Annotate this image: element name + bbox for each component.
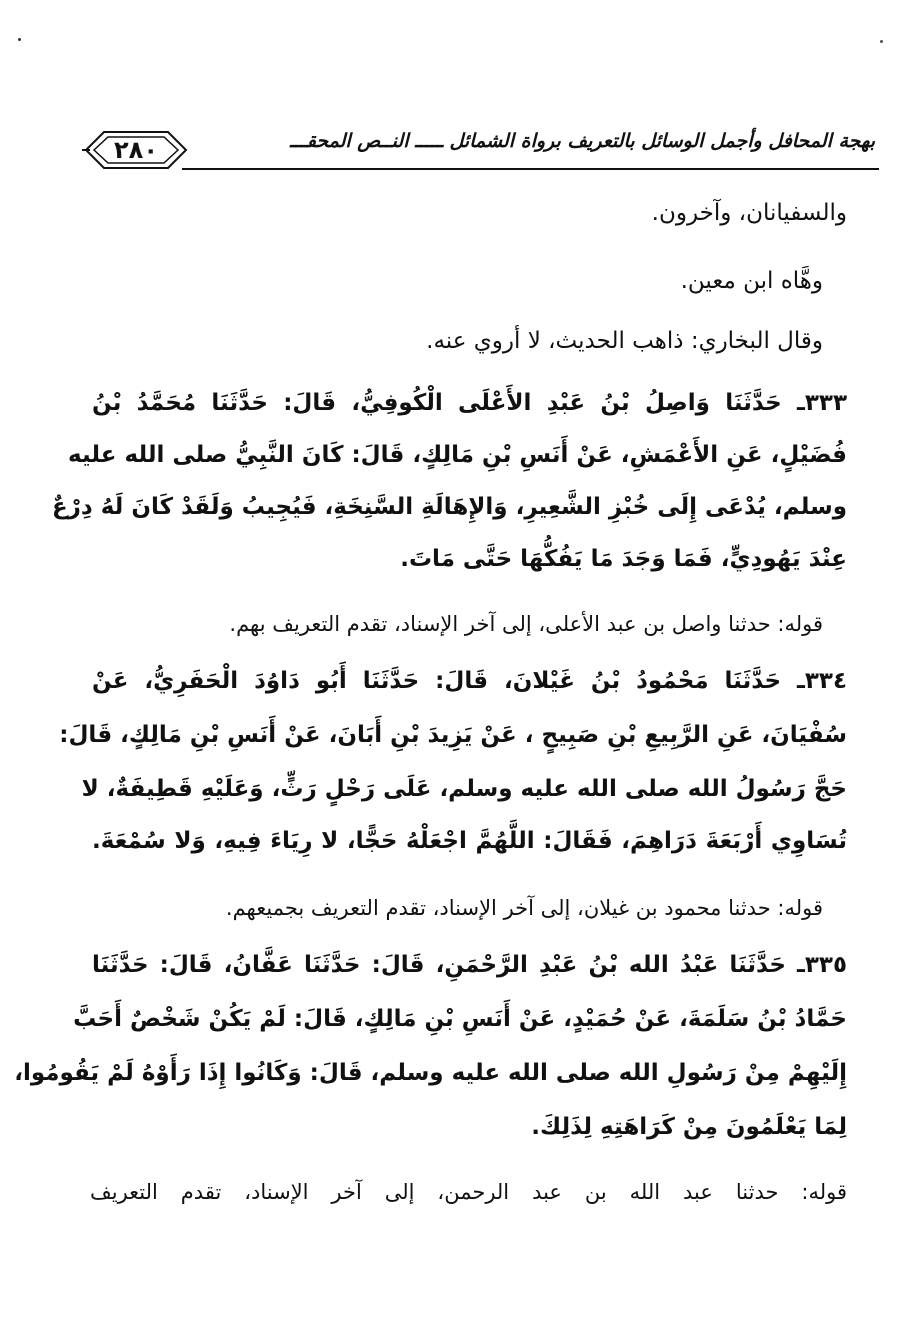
scan-speck (18, 38, 21, 41)
hadith-line: فُضَيْلٍ، عَنِ الأَعْمَشِ، عَنْ أَنَسِ بْنِ مَالِكٍ، قَالَ: كَانَ النَّبِيُّ صلى الله عليه (68, 442, 847, 468)
header-rule (182, 168, 879, 170)
header-title: بهجة المحافل وأجمل الوسائل بالتعريف برواة الشمائل ـــــ النــص المحقـــ (290, 130, 875, 152)
page-number: ٢٨٠ (114, 136, 158, 164)
commentary-line: قوله: حدثنا محمود بن غيلان، إلى آخر الإسناد، تقدم التعريف بجميعهم. (225, 896, 823, 920)
hadith-line: حَجَّ رَسُولُ الله صلى الله عليه وسلم، عَلَى رَحْلٍ رَثٍّ، وَعَلَيْهِ قَطِيفَةٌ، لا (81, 776, 847, 802)
hadith-line: ٣٣٣ـ حَدَّثَنَا وَاصِلُ بْنُ عَبْدِ الأَعْلَى الْكُوفِيُّ، قَالَ: حَدَّثَنَا مُحَمَّدُ بْنُ (92, 390, 847, 416)
hadith-line: عِنْدَ يَهُودِيٍّ، فَمَا وَجَدَ مَا يَفُكُّهَا حَتَّى مَاتَ. (400, 546, 847, 572)
hadith-line: إِلَيْهِمْ مِنْ رَسُولِ الله صلى الله عليه وسلم، قَالَ: وَكَانُوا إِذَا رَأَوْهُ لَمْ يَقُومُوا، (14, 1060, 847, 1086)
hadith-line: ٣٣٤ـ حَدَّثَنَا مَحْمُودُ بْنُ غَيْلانَ، قَالَ: حَدَّثَنَا أَبُو دَاوُدَ الْحَفَرِيُّ، عَنْ (92, 668, 847, 694)
running-header (82, 128, 879, 172)
text-line: وهَّاه ابن معين. (680, 268, 823, 294)
hadith-line: وسلم، يُدْعَى إِلَى خُبْزِ الشَّعِيرِ، وَالإِهَالَةِ السَّنِخَةِ، فَيُجِيبُ وَلَقَدْ كَانَ لَهُ دِرْعٌ (51, 494, 847, 520)
scan-speck (880, 40, 883, 43)
page-number-frame (82, 128, 190, 172)
commentary-line: قوله: حدثنا عبد الله بن عبد الرحمن، إلى آخر الإسناد، تقدم التعريف (90, 1180, 847, 1204)
hadith-line: لِمَا يَعْلَمُونَ مِنْ كَرَاهَتِهِ لِذَلِكَ. (531, 1114, 847, 1140)
text-line: والسفيانان، وآخرون. (651, 200, 847, 226)
commentary-line: قوله: حدثنا واصل بن عبد الأعلى، إلى آخر الإسناد، تقدم التعريف بهم. (229, 612, 823, 636)
text-line: وقال البخاري: ذاهب الحديث، لا أروي عنه. (426, 328, 823, 354)
hadith-line: حَمَّادُ بْنُ سَلَمَةَ، عَنْ حُمَيْدٍ، عَنْ أَنَسِ بْنِ مَالِكٍ، قَالَ: لَمْ يَكُنْ شَخْصٌ أَحَبَّ (73, 1006, 847, 1032)
hadith-line: سُفْيَانَ، عَنِ الرَّبِيعِ بْنِ صَبِيحٍ ، عَنْ يَزِيدَ بْنِ أَبَانَ، عَنْ أَنَسِ بْنِ مَالِكٍ، قَالَ: (59, 722, 847, 748)
hadith-line: تُسَاوِي أَرْبَعَةَ دَرَاهِمَ، فَقَالَ: اللَّهُمَّ اجْعَلْهُ حَجًّا، لا رِيَاءَ فِيهِ، وَلا سُمْعَةَ. (92, 828, 847, 854)
hadith-line: ٣٣٥ـ حَدَّثَنَا عَبْدُ الله بْنُ عَبْدِ الرَّحْمَنِ، قَالَ: حَدَّثَنَا عَفَّانُ، قَالَ: حَدَّثَنَا (92, 952, 847, 978)
